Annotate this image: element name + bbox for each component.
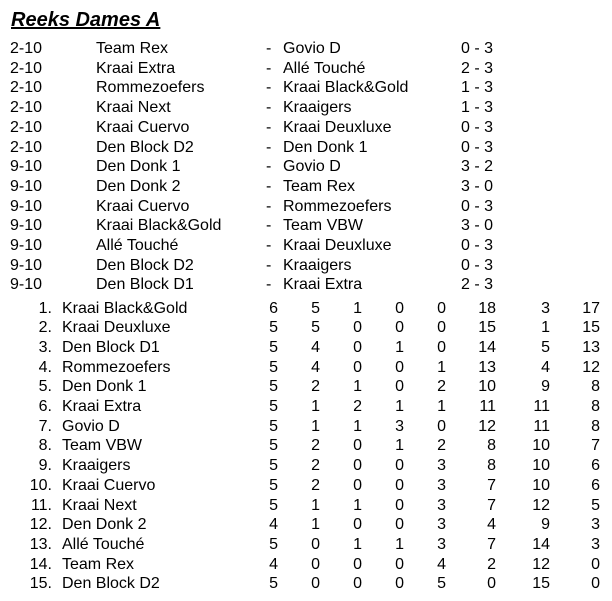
match-date: 9-10 [10,276,43,294]
standings-stat: 1 [437,398,446,415]
standings-stat: 5 [269,575,278,593]
match-date: 2-10 [10,40,43,57]
standings-stat: 5 [269,378,278,396]
match-home-team: Den Block D1 [96,276,194,294]
standings-stat: 3 [437,535,446,553]
match-separator: - [266,237,272,254]
standings-stat: 12 [532,496,550,514]
standings-stat: 17 [582,299,600,317]
standings-stat: 1 [395,398,404,415]
standings-stat: 7 [487,476,496,494]
standings-stat: 0 [395,378,404,396]
match-away-team: Govio D [283,158,341,176]
standings-stat: 18 [478,299,496,317]
standings-stat: 5 [269,457,278,475]
match-home-team: Kraai Extra [96,59,176,77]
standings-stat: 4 [311,338,320,356]
standings-team: Den Donk 1 [62,378,147,396]
standings-stat: 0 [311,575,320,593]
match-home-team: Kraai Black&Gold [96,217,222,235]
match-score: 2 - 3 [461,59,494,77]
standings-rank: 5. [38,378,52,396]
match-away-team: Kraaigers [283,256,352,274]
standings-stat: 0 [353,319,362,337]
match-home-team: Den Donk 1 [96,158,181,176]
standings-stat: 4 [487,516,496,534]
match-separator: - [266,138,272,156]
standings-stat: 3 [437,496,446,514]
standings-stat: 5 [311,319,320,337]
standings-team: Team VBW [62,437,143,455]
standings-stat: 0 [353,457,362,475]
match-date: 9-10 [10,158,43,176]
match-date: 2-10 [10,118,43,136]
standings-stat: 5 [269,496,278,514]
standings-stat: 5 [591,496,600,514]
standings-stat: 5 [541,338,550,356]
standings-stat: 0 [591,555,600,573]
standings-stat: 0 [395,476,404,494]
standings-stat: 5 [437,575,446,593]
match-separator: - [266,177,272,195]
standings-stat: 1 [541,319,550,337]
standings-stat: 5 [269,338,278,356]
standings-stat: 0 [591,575,600,593]
match-home-team: Allé Touché [96,237,179,254]
match-home-team: Kraai Cuervo [96,197,190,215]
standings-stat: 1 [395,437,404,455]
standings-stat: 5 [269,417,278,435]
standings-stat: 14 [532,535,550,553]
match-score: 3 - 2 [461,158,494,176]
standings-stat: 2 [311,437,320,455]
match-home-team: Den Block D2 [96,256,194,274]
standings-team: Kraaigers [62,457,131,475]
standings-stat: 10 [532,437,550,455]
standings-stat: 0 [437,319,446,337]
standings-rank: 2. [38,319,52,337]
standings-stat: 3 [591,535,600,553]
standings-stat: 7 [591,437,600,455]
match-home-team: Den Block D2 [96,138,194,156]
match-away-team: Kraai Black&Gold [283,79,409,97]
standings-stat: 4 [437,555,446,573]
standings-stat: 12 [532,555,550,573]
match-date: 2-10 [10,99,43,117]
standings-stat: 1 [353,378,362,396]
standings-stat: 8 [591,378,600,396]
standings-stat: 0 [437,299,446,317]
page-title: Reeks Dames A [11,9,161,31]
standings-rank: 4. [38,358,52,376]
standings-stat: 0 [311,555,320,573]
standings-stat: 11 [479,398,496,415]
standings-stat: 1 [311,516,320,534]
standings-stat: 2 [311,378,320,396]
match-date: 2-10 [10,59,43,77]
standings-stat: 8 [487,457,496,475]
standings-stat: 5 [269,476,278,494]
standings-team: Team Rex [62,555,135,573]
match-score: 0 - 3 [461,40,494,57]
standings-stat: 3 [591,516,600,534]
match-home-team: Rommezoefers [96,79,205,97]
standings-stat: 7 [487,496,496,514]
match-score: 0 - 3 [461,256,494,274]
standings-rank: 9. [38,457,52,475]
standings-stat: 0 [395,516,404,534]
match-away-team: Kraai Extra [283,276,363,294]
match-away-team: Kraai Deuxluxe [283,118,392,136]
match-score: 1 - 3 [461,79,494,97]
standings-stat: 4 [311,358,320,376]
match-separator: - [266,79,272,97]
match-date: 9-10 [10,197,43,215]
standings-stat: 4 [269,516,278,534]
standings-team: Rommezoefers [62,358,171,376]
standings-stat: 5 [269,358,278,376]
standings-team: Kraai Cuervo [62,476,156,494]
standings-stat: 13 [478,358,496,376]
standings-stat: 5 [311,299,320,317]
standings-stat: 7 [487,535,496,553]
match-separator: - [266,118,272,136]
match-away-team: Kraai Deuxluxe [283,237,392,254]
standings-team: Kraai Black&Gold [62,299,188,317]
match-score: 3 - 0 [461,177,494,195]
match-away-team: Govio D [283,40,341,57]
match-score: 0 - 3 [461,197,494,215]
match-separator: - [266,217,272,235]
match-date: 2-10 [10,79,43,97]
standings-stat: 1 [353,496,362,514]
standings-stat: 1 [395,535,404,553]
standings-rank: 3. [38,338,52,356]
match-away-team: Allé Touché [283,59,366,77]
standings-rank: 12. [29,516,52,534]
standings-stat: 3 [437,457,446,475]
standings-stat: 0 [395,319,404,337]
match-score: 2 - 3 [461,276,494,294]
standings-stat: 5 [269,535,278,553]
standings-rank: 8. [38,437,52,455]
match-score: 0 - 3 [461,237,494,254]
standings-stat: 3 [541,299,550,317]
standings-stat: 8 [487,437,496,455]
standings-stat: 3 [395,417,404,435]
standings-stat: 2 [311,476,320,494]
match-date: 9-10 [10,256,43,274]
standings-stat: 8 [591,398,600,415]
match-score: 0 - 3 [461,118,494,136]
standings-stat: 1 [395,338,404,356]
standings-stat: 1 [437,358,446,376]
standings-stat: 4 [269,555,278,573]
match-date: 2-10 [10,138,43,156]
match-away-team: Kraaigers [283,99,352,117]
standings-stat: 0 [353,358,362,376]
standings-stat: 12 [478,417,496,435]
standings-stat: 2 [437,437,446,455]
standings-stat: 5 [269,319,278,337]
standings-stat: 0 [395,575,404,593]
standings-stat: 0 [353,437,362,455]
standings-stat: 0 [437,338,446,356]
standings-stat: 6 [591,457,600,475]
standings-team: Govio D [62,417,120,435]
match-date: 9-10 [10,217,43,235]
standings-rank: 10. [29,476,52,494]
standings-stat: 0 [353,338,362,356]
standings-stat: 0 [395,358,404,376]
match-separator: - [266,158,272,176]
standings-stat: 2 [487,555,496,573]
standings-team: Kraai Extra [62,398,142,415]
standings-stat: 0 [353,516,362,534]
match-score: 1 - 3 [461,99,494,117]
standings-rank: 7. [38,417,52,435]
standings-team: Den Block D2 [62,575,160,593]
match-score: 0 - 3 [461,138,494,156]
standings-stat: 10 [478,378,496,396]
standings-team: Allé Touché [62,535,145,553]
standings-rank: 11. [30,496,52,514]
match-home-team: Kraai Cuervo [96,118,190,136]
match-home-team: Team Rex [96,40,169,57]
standings-stat: 0 [395,555,404,573]
standings-stat: 0 [353,476,362,494]
standings-stat: 11 [533,398,550,415]
standings-stat: 2 [353,398,362,415]
standings-stat: 9 [541,516,550,534]
standings-rank: 1. [38,299,52,317]
match-separator: - [266,99,272,117]
match-separator: - [266,59,272,77]
standings-stat: 0 [353,555,362,573]
standings-stat: 10 [532,476,550,494]
standings-team: Kraai Next [62,496,137,514]
standings-stat: 9 [541,378,550,396]
standings-team: Kraai Deuxluxe [62,319,171,337]
match-date: 9-10 [10,177,43,195]
standings-rank: 13. [29,535,52,553]
standings-rank: 15. [29,575,52,593]
standings-stat: 15 [582,319,600,337]
match-away-team: Team VBW [283,217,364,235]
standings-stat: 5 [269,398,278,415]
standings-stat: 1 [311,496,320,514]
match-away-team: Den Donk 1 [283,138,368,156]
standings-stat: 0 [353,575,362,593]
standings-stat: 2 [437,378,446,396]
match-away-team: Rommezoefers [283,197,392,215]
standings-stat: 0 [487,575,496,593]
standings-stat: 5 [269,437,278,455]
match-separator: - [266,276,272,294]
standings-stat: 3 [437,476,446,494]
standings-stat: 11 [533,417,550,435]
standings-stat: 2 [311,457,320,475]
standings-stat: 15 [478,319,496,337]
standings-stat: 1 [353,417,362,435]
standings-stat: 0 [395,299,404,317]
standings-stat: 1 [311,417,320,435]
standings-stat: 0 [311,535,320,553]
standings-stat: 6 [591,476,600,494]
standings-stat: 0 [437,417,446,435]
match-date: 9-10 [10,237,43,254]
standings-stat: 15 [532,575,550,593]
standings-team: Den Block D1 [62,338,160,356]
standings-stat: 1 [311,398,320,415]
match-score: 3 - 0 [461,217,494,235]
standings-team: Den Donk 2 [62,516,147,534]
standings-stat: 0 [395,496,404,514]
match-home-team: Den Donk 2 [96,177,181,195]
match-home-team: Kraai Next [96,99,171,117]
match-separator: - [266,197,272,215]
standings-stat: 12 [582,358,600,376]
standings-stat: 0 [395,457,404,475]
match-separator: - [266,256,272,274]
standings-stat: 6 [269,299,278,317]
match-separator: - [266,40,272,57]
standings-stat: 14 [478,338,496,356]
standings-stat: 13 [582,338,600,356]
standings-stat: 10 [532,457,550,475]
standings-stat: 1 [353,535,362,553]
standings-rank: 6. [38,398,52,415]
match-away-team: Team Rex [283,177,356,195]
standings-rank: 14. [29,555,52,573]
standings-stat: 8 [591,417,600,435]
standings-stat: 3 [437,516,446,534]
standings-stat: 1 [353,299,362,317]
standings-stat: 4 [541,358,550,376]
